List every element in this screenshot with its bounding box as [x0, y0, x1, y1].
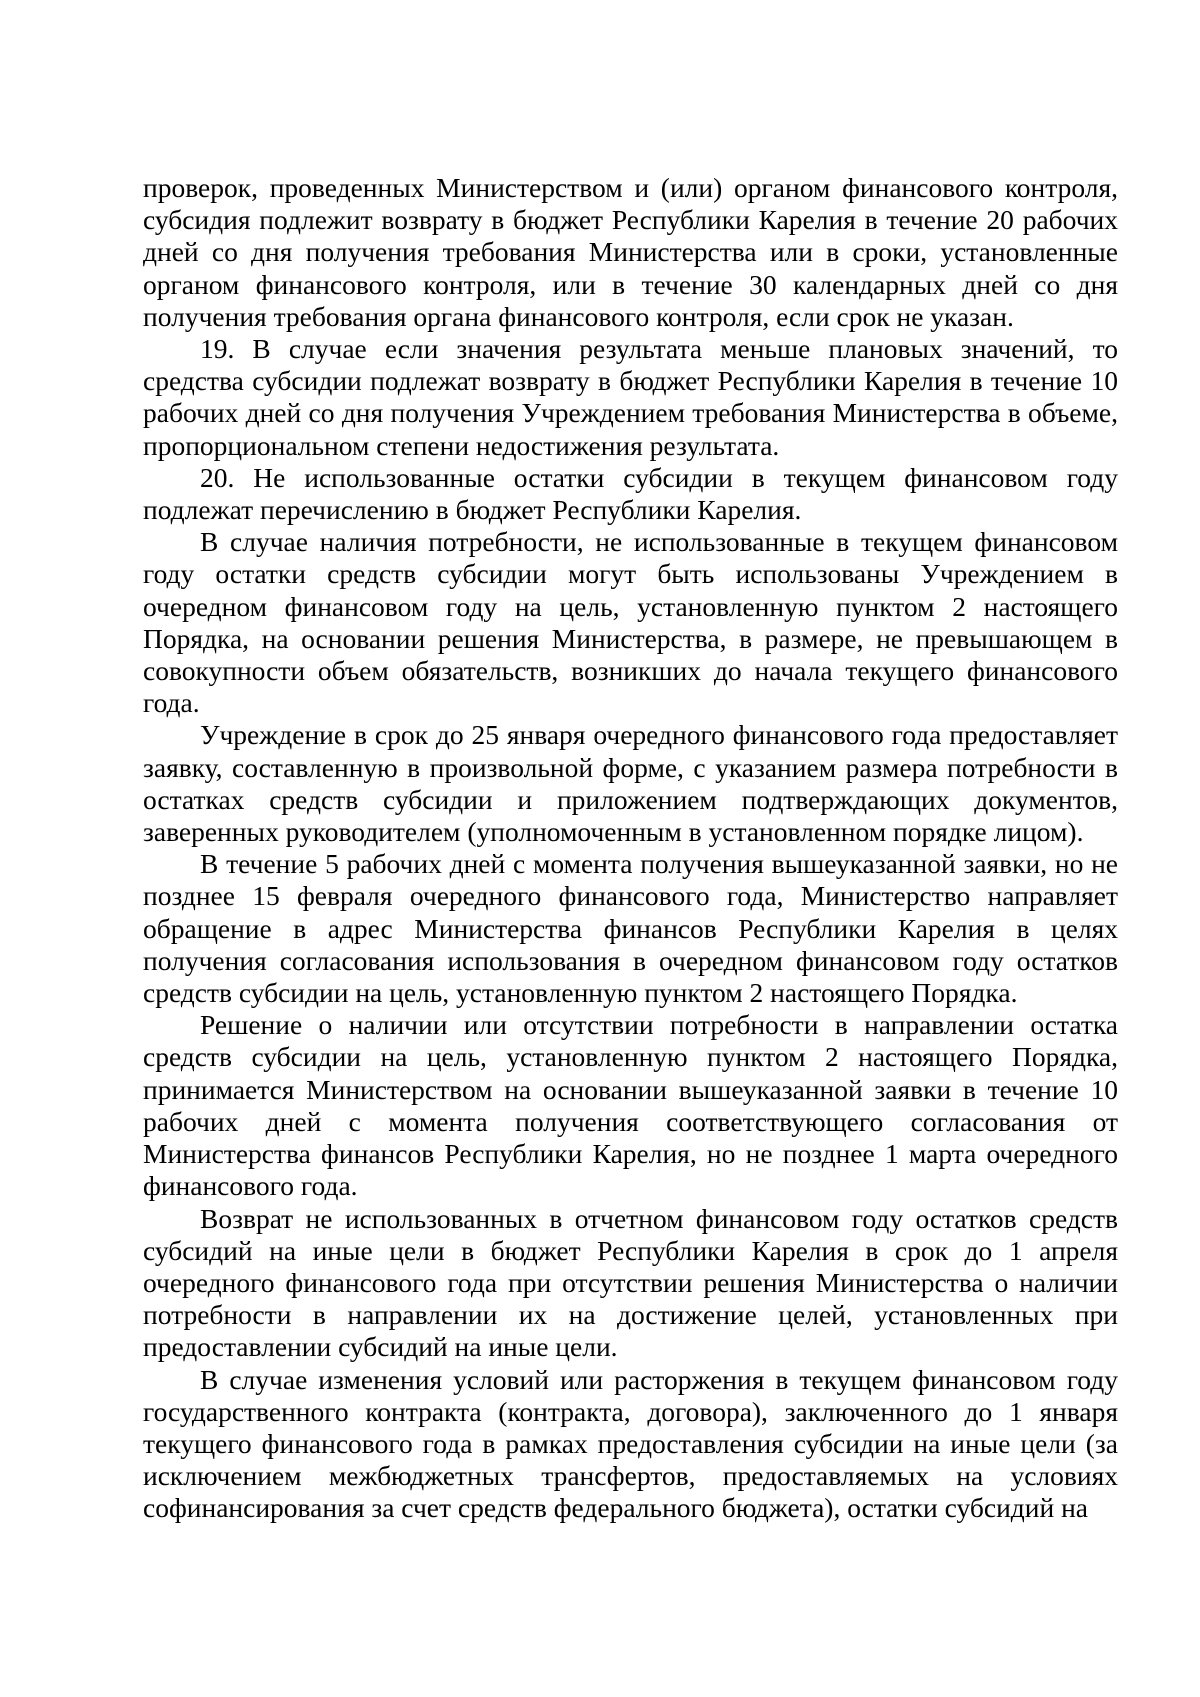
- paragraph-ministry-request: В течение 5 рабочих дней с момента получения вышеуказанной заявки, но не позднее 15 февраля очередного финансового года, Министерство направляет обращение в адрес Министерства финансов Республики Карелия в целях получения согласования использования в очередном финансовом году остатков средств субсидии на цель, установленную пунктом 2 настоящего Порядка.: [143, 848, 1118, 1009]
- paragraph-return: Возврат не использованных в отчетном финансовом году остатков средств субсидий на иные цели в бюджет Республики Карелия в срок до 1 апреля очередного финансового года при отсутствии решения Министерства о наличии потребности в направлении их на достижение целей, установленных при предоставлении субсидий на иные цели.: [143, 1202, 1118, 1363]
- paragraph-need-remainder: В случае наличия потребности, не использованные в текущем финансовом году остатки средств субсидии могут быть использованы Учреждением в очередном финансовом году на цель, установленную пунктом 2 настоящего Порядка, на основании решения Министерства, в размере, не превышающем в совокупности объем обязательств, возникших до начала текущего финансового года.: [143, 526, 1118, 719]
- document-body: [143, 172, 1118, 1525]
- paragraph-item-20: 20. Не использованные остатки субсидии в текущем финансовом году подлежат перечислению в бюджет Республики Карелия.: [143, 461, 1118, 526]
- paragraph-application-deadline: Учреждение в срок до 25 января очередного финансового года предоставляет заявку, составленную в произвольной форме, с указанием размера потребности в остатках средств субсидии и приложением подтверждающих документов, заверенных руководителем (уполномоченным в установленном порядке лицом).: [143, 719, 1118, 848]
- paragraph-item-19: 19. В случае если значения результата меньше плановых значений, то средства субсидии подлежат возврату в бюджет Республики Карелия в течение 10 рабочих дней со дня получения Учреждением требования Министерства в объеме, пропорциональном степени недостижения результата.: [143, 333, 1118, 461]
- paragraph-continuation: проверок, проведенных Министерством и (или) органом финансового контроля, субсидия подлежит возврату в бюджет Республики Карелия в течение 20 рабочих дней со дня получения требования Министерства или в сроки, установленные органом финансового контроля, или в течение 30 календарных дней со дня получения требования органа финансового контроля, если срок не указан.: [143, 172, 1118, 332]
- paragraph-contract-change: В случае изменения условий или расторжения в текущем финансовом году государственного контракта (контракта, договора), заключенного до 1 января текущего финансового года в рамках предоставления субсидии на иные цели (за исключением межбюджетных трансфертов, предоставляемых на условиях софинансирования за счет средств федерального бюджета), остатки субсидий на: [143, 1363, 1118, 1524]
- paragraph-decision: Решение о наличии или отсутствии потребности в направлении остатка средств субсидии на цель, установленную пунктом 2 настоящего Порядка, принимается Министерством на основании вышеуказанной заявки в течение 10 рабочих дней с момента получения соответствующего согласования от Министерства финансов Республики Карелия, но не позднее 1 марта очередного финансового года.: [143, 1009, 1118, 1202]
